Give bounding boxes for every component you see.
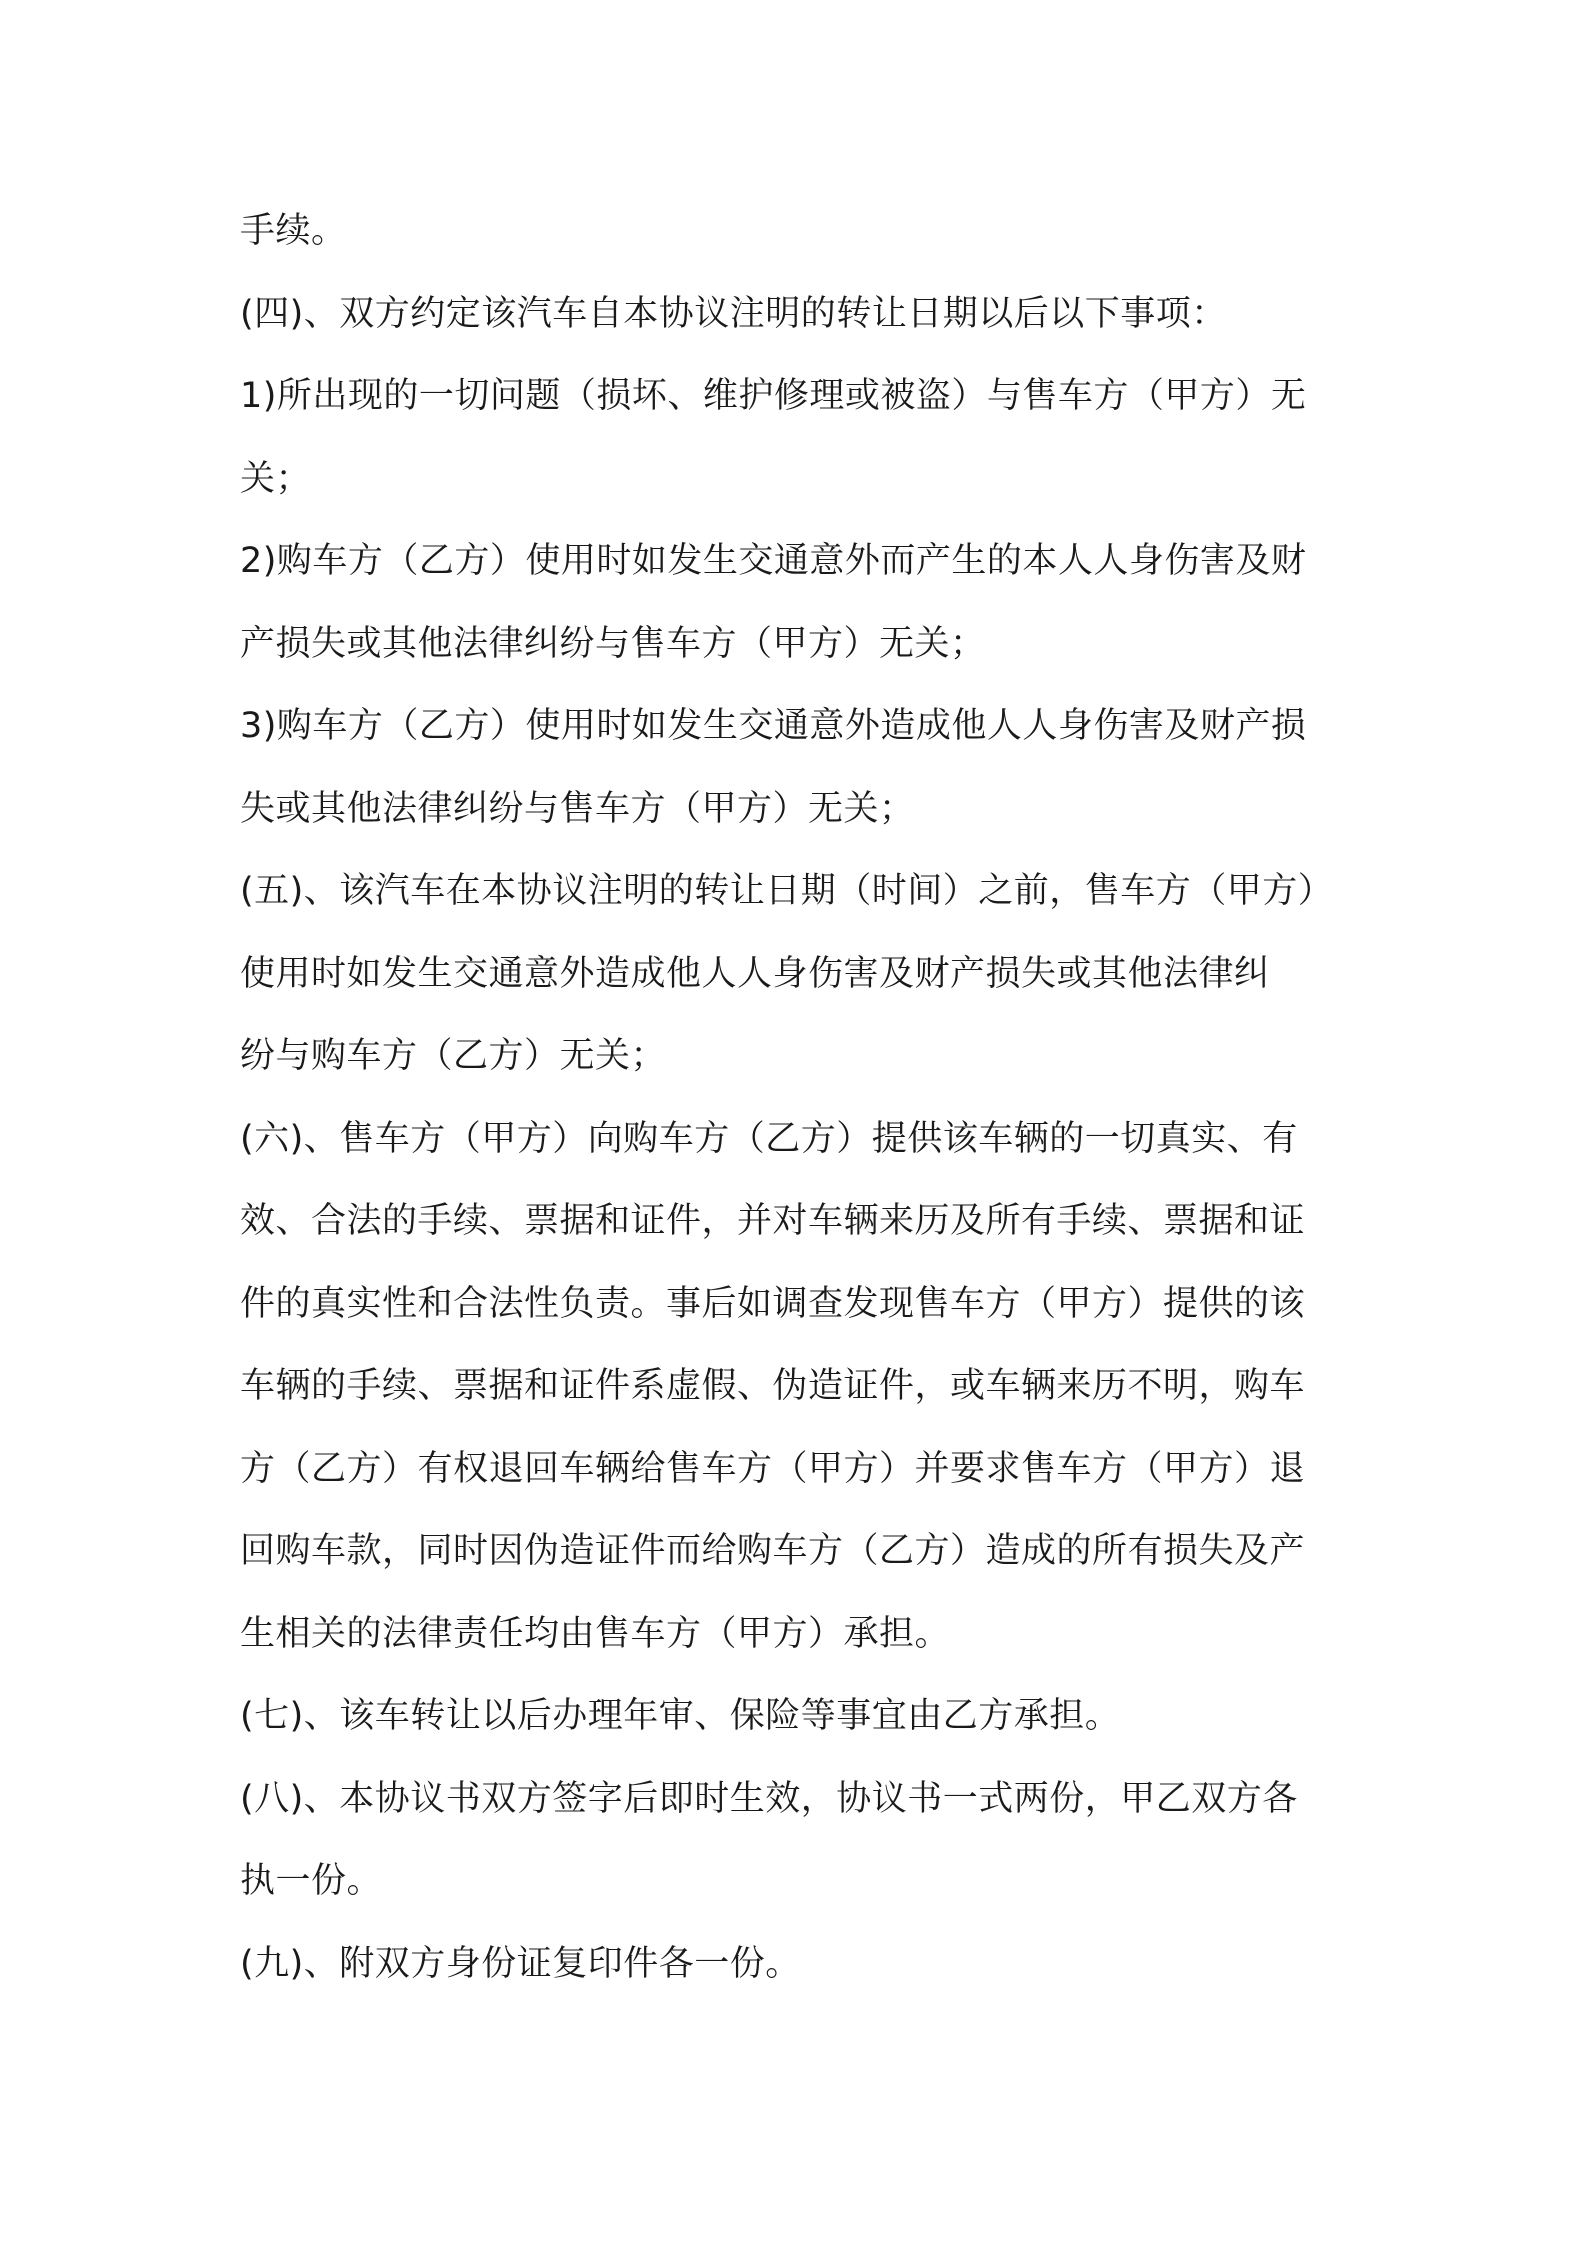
text-line: 失或其他法律纠纷与售车方（甲方）无关； [240, 788, 915, 829]
text-line: 关； [240, 458, 312, 499]
text-line: 生相关的法律责任均由售车方（甲方）承担。 [240, 1613, 951, 1654]
text-line: (五)、该汽车在本协议注明的转让日期（时间）之前，售车方（甲方） [240, 871, 1334, 911]
text-line: 方（乙方）有权退回车辆给售车方（甲方）并要求售车方（甲方）退 [240, 1448, 1306, 1489]
text-line: 2)购车方（乙方）使用时如发生交通意外而产生的本人人身伤害及财 [240, 541, 1307, 581]
text-line: 回购车款，同时因伪造证件而给购车方（乙方）造成的所有损失及产 [240, 1531, 1306, 1571]
text-line: 纷与购车方（乙方）无关； [240, 1036, 667, 1076]
text-line: 效、合法的手续、票据和证件，并对车辆来历及所有手续、票据和证 [240, 1201, 1306, 1241]
text-line: 执一份。 [240, 1861, 383, 1901]
text-line: (七)、该车转让以后办理年审、保险等事宜由乙方承担。 [240, 1696, 1121, 1736]
text-line: 1)所出现的一切问题（损坏、维护修理或被盗）与售车方（甲方）无 [240, 376, 1307, 416]
text-line: 手续。 [240, 211, 347, 251]
text-line: 车辆的手续、票据和证件系虚假、伪造证件，或车辆来历不明，购车 [240, 1366, 1306, 1406]
text-line: 产损失或其他法律纠纷与售车方（甲方）无关； [240, 623, 986, 664]
text-line: 使用时如发生交通意外造成他人人身伤害及财产损失或其他法律纠 [240, 953, 1270, 994]
agreement-text [240, 190, 1380, 2005]
text-line: (四)、双方约定该汽车自本协议注明的转让日期以后以下事项： [240, 293, 1227, 334]
text-line: (六)、售车方（甲方）向购车方（乙方）提供该车辆的一切真实、有 [240, 1118, 1298, 1159]
text-line: (九)、附双方身份证复印件各一份。 [240, 1943, 801, 1984]
text-line: (八)、本协议书双方签字后即时生效，协议书一式两份，甲乙双方各 [240, 1778, 1298, 1819]
text-line: 件的真实性和合法性负责。事后如调查发现售车方（甲方）提供的该 [240, 1283, 1306, 1324]
text-line: 3)购车方（乙方）使用时如发生交通意外造成他人人身伤害及财产损 [240, 706, 1307, 746]
